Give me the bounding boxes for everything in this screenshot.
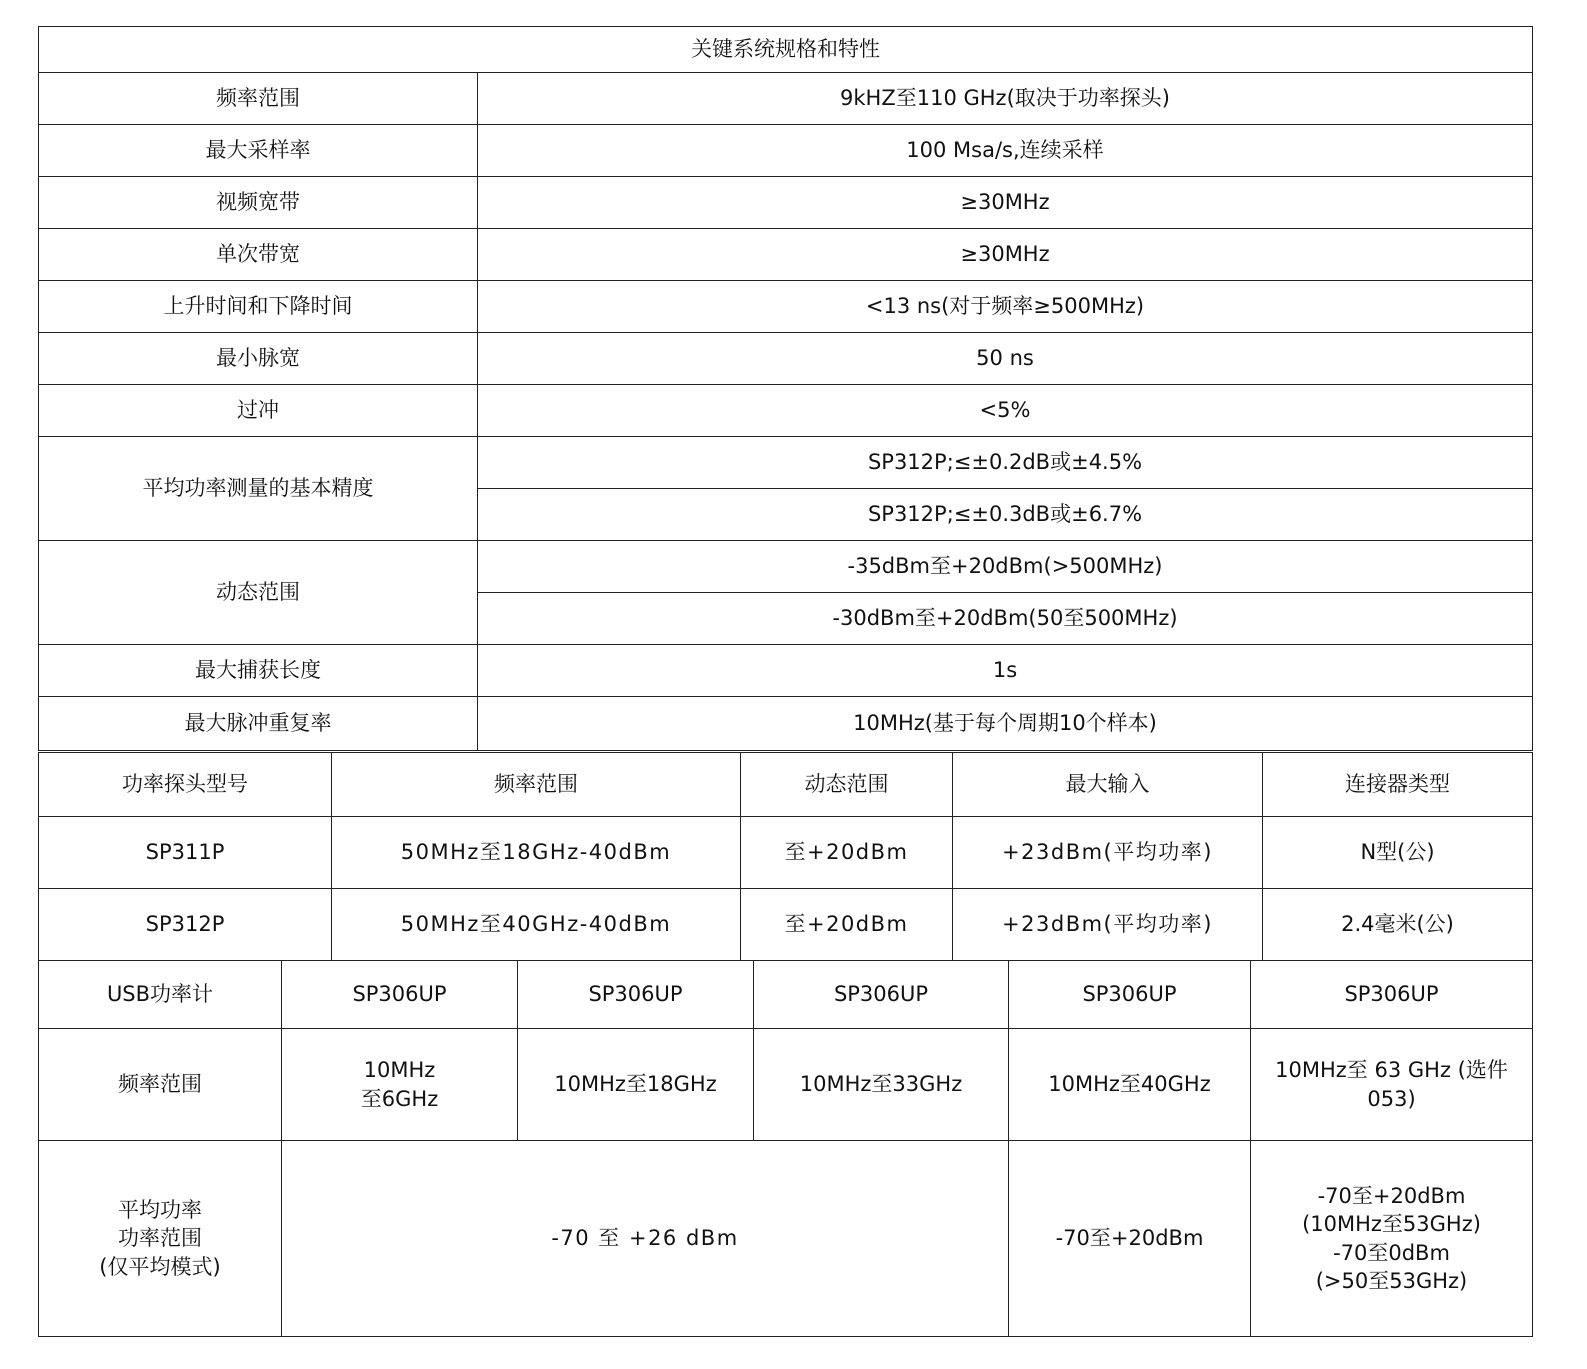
column-header: 连接器类型: [1263, 753, 1533, 817]
table-row: [39, 541, 1533, 593]
usb-meter-label: USB功率计: [39, 961, 282, 1029]
usb-frequency-line: 10MHz至 63 GHz (选件: [1275, 1058, 1508, 1083]
probe-frequency-range: 50MHz至40GHz-40dBm: [332, 889, 741, 961]
table-header-row: [39, 961, 1533, 1029]
column-header: 动态范围: [741, 753, 953, 817]
accuracy-value: SP312P;≤±0.2dB或±4.5%: [478, 437, 1533, 489]
usb-model: SP306UP: [1009, 961, 1251, 1029]
usb-frequency-value: [1251, 1029, 1533, 1141]
probe-model: SP312P: [39, 889, 332, 961]
table-row: [39, 177, 1533, 229]
spec-label: 过冲: [39, 385, 478, 437]
table-row: [39, 437, 1533, 489]
accuracy-label: 平均功率测量的基本精度: [39, 437, 478, 541]
spec-table: [38, 26, 1533, 751]
usb-frequency-value: 10MHz至33GHz: [754, 1029, 1009, 1141]
usb-model: SP306UP: [1251, 961, 1533, 1029]
table-row: [39, 385, 1533, 437]
table-row: [39, 1029, 1533, 1141]
usb-power-meter-table: [38, 960, 1533, 1337]
usb-power-range-line: -70至0dBm: [1333, 1240, 1450, 1265]
usb-frequency-value: 10MHz至40GHz: [1009, 1029, 1251, 1141]
spec-label: 最小脉宽: [39, 333, 478, 385]
spec-table-title: 关键系统规格和特性: [39, 27, 1533, 73]
probe-table: [38, 752, 1533, 961]
usb-power-range-line: (>50至53GHz): [1315, 1268, 1468, 1293]
usb-power-range-label-line: 功率范围: [118, 1226, 202, 1251]
usb-power-range-label: [39, 1141, 282, 1337]
spec-label: 频率范围: [39, 73, 478, 125]
probe-max-input: +23dBm(平均功率): [953, 817, 1263, 889]
accuracy-value: SP312P;≤±0.3dB或±6.7%: [478, 489, 1533, 541]
spec-value: 100 Msa/s,连续采样: [478, 125, 1533, 177]
table-row: [39, 1141, 1533, 1337]
usb-power-range-line: (10MHz至53GHz): [1302, 1212, 1481, 1237]
spec-label: 最大捕获长度: [39, 645, 478, 697]
usb-model: SP306UP: [754, 961, 1009, 1029]
table-header-row: [39, 753, 1533, 817]
spec-value: ≥30MHz: [478, 177, 1533, 229]
spec-value: ≥30MHz: [478, 229, 1533, 281]
table-row: [39, 889, 1533, 961]
table-row: [39, 333, 1533, 385]
spec-label: 上升时间和下降时间: [39, 281, 478, 333]
table-row: [39, 125, 1533, 177]
usb-frequency-line: 至6GHz: [360, 1086, 439, 1111]
spec-value: 10MHz(基于每个周期10个样本): [478, 697, 1533, 751]
spec-value: <5%: [478, 385, 1533, 437]
usb-frequency-value: [282, 1029, 518, 1141]
table-row: [39, 229, 1533, 281]
dynamic-range-label: 动态范围: [39, 541, 478, 645]
usb-power-range-value: -70至+20dBm: [1009, 1141, 1251, 1337]
usb-power-range-label-line: 平均功率: [118, 1197, 202, 1222]
column-header: 最大输入: [953, 753, 1263, 817]
spec-label: 最大采样率: [39, 125, 478, 177]
spec-value: 9kHZ至110 GHz(取决于功率探头): [478, 73, 1533, 125]
table-row: [39, 697, 1533, 751]
table-row: [39, 73, 1533, 125]
usb-frequency-label: 频率范围: [39, 1029, 282, 1141]
spec-value: 50 ns: [478, 333, 1533, 385]
usb-model: SP306UP: [518, 961, 754, 1029]
spec-label: 视频宽带: [39, 177, 478, 229]
usb-power-range-label-line: (仅平均模式): [99, 1254, 221, 1279]
usb-model: SP306UP: [282, 961, 518, 1029]
table-row: [39, 645, 1533, 697]
spec-label: 最大脉冲重复率: [39, 697, 478, 751]
usb-frequency-value: 10MHz至18GHz: [518, 1029, 754, 1141]
probe-connector-type: 2.4毫米(公): [1263, 889, 1533, 961]
spec-value: 1s: [478, 645, 1533, 697]
spec-value: <13 ns(对于频率≥500MHz): [478, 281, 1533, 333]
column-header: 频率范围: [332, 753, 741, 817]
usb-power-range-line: -70至+20dBm: [1317, 1183, 1466, 1208]
probe-dynamic-range: 至+20dBm: [741, 817, 953, 889]
spec-label: 单次带宽: [39, 229, 478, 281]
probe-connector-type: N型(公): [1263, 817, 1533, 889]
usb-power-range-merged: -70 至 +26 dBm: [282, 1141, 1009, 1337]
probe-frequency-range: 50MHz至18GHz-40dBm: [332, 817, 741, 889]
table-row: [39, 281, 1533, 333]
column-header: 功率探头型号: [39, 753, 332, 817]
probe-dynamic-range: 至+20dBm: [741, 889, 953, 961]
probe-max-input: +23dBm(平均功率): [953, 889, 1263, 961]
dynamic-range-value: -30dBm至+20dBm(50至500MHz): [478, 593, 1533, 645]
usb-frequency-line: 053): [1367, 1086, 1416, 1111]
table-row: [39, 817, 1533, 889]
probe-model: SP311P: [39, 817, 332, 889]
usb-frequency-line: 10MHz: [363, 1058, 436, 1083]
usb-power-range-value: [1251, 1141, 1533, 1337]
dynamic-range-value: -35dBm至+20dBm(>500MHz): [478, 541, 1533, 593]
